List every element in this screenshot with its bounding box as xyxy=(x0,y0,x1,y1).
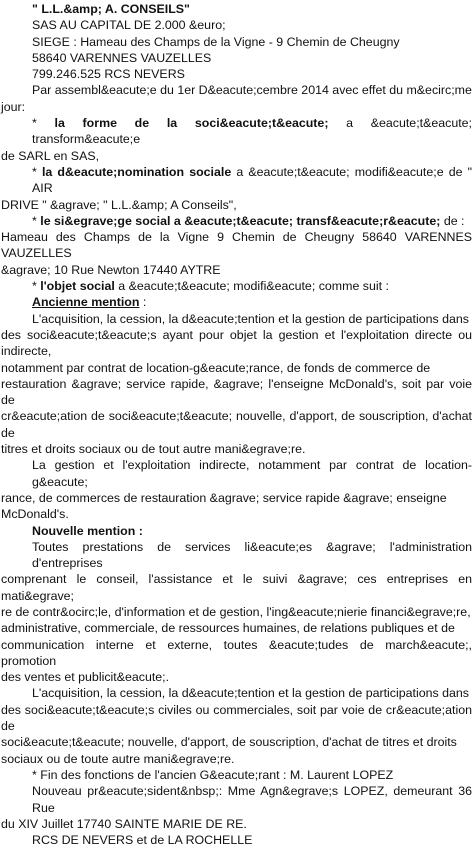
siege-paragraph-cont: Hameau des Champs de la Vigne 9 Chemin de Cheugny 58640 VARENNES VAUZELLES xyxy=(1,230,472,261)
ancienne-paragraph-2 xyxy=(1,457,472,522)
company-rcs: 799.246.525 RCS NEVERS xyxy=(32,67,185,82)
nouvelle-paragraph-1 xyxy=(1,539,472,686)
objet-paragraph xyxy=(1,278,472,294)
company-name: " L.L.&amp; A. CONSEILS" xyxy=(32,2,190,16)
nouvelle-heading: Nouvelle mention : xyxy=(32,523,143,538)
forme-paragraph xyxy=(1,115,472,148)
forme-text: a &eacute;t&eacute; transform&eacute;e xyxy=(32,116,472,147)
text-line: communication interne et externe, toutes &eacute;tudes de march&eacute;, promotion xyxy=(1,637,472,668)
rcs-final: RCS DE NEVERS et de LA ROCHELLE xyxy=(32,833,253,848)
bullet: * xyxy=(32,213,41,228)
text-line: des soci&eacute;t&eacute;s civiles ou commerciales, soit par voie de cr&eacute;ation de xyxy=(1,702,472,734)
text-line: L'acquisition, la cession, la d&eacute;tention et la gestion de participations dans xyxy=(32,686,470,701)
bullet: * xyxy=(32,116,55,131)
assembly-line: Par assembl&eacute;e du 1er D&eacute;cembre 2014 avec effet du m&ecirc;me xyxy=(32,83,472,98)
text-line: La gestion et l'exploitation indirecte, notamment par contrat de location-g&eacute; xyxy=(32,458,472,489)
denomination-label: la d&eacute;nomination sociale xyxy=(41,164,232,179)
nouveau-president: Nouveau pr&eacute;sident&nbsp;: Mme Agn&egrave;s LOPEZ, demeurant 36 Rue xyxy=(32,784,472,815)
text-line: rance, de commerces de restauration &agrave; service rapide &agrave; enseigne xyxy=(1,490,447,505)
denomination-text: a &eacute;t&eacute; modifi&eacute;e de " AIR xyxy=(32,164,473,196)
nouvelle-paragraph-2 xyxy=(1,685,472,766)
forme-paragraph-cont: de SARL en SAS, xyxy=(1,148,100,163)
siege-label: le si&egrave;ge social a &eacute;t&eacute; transf&eacute;r&eacute; xyxy=(40,213,441,228)
denomination-paragraph-cont: DRIVE " &agrave; " L.L.&amp; A Conseils", xyxy=(1,197,237,212)
text-line: soci&eacute;t&eacute; nouvelle, d'apport, de souscription, d'achat de titres et droits xyxy=(1,735,457,750)
text-line: titres et droits sociaux ou de tout autre mani&egrave;re. xyxy=(1,442,306,457)
ancienne-colon: : xyxy=(139,295,147,310)
text-line: notamment par contrat de location-g&eacute;rance, de fonds de commerce de xyxy=(1,360,431,375)
text-line: cr&eacute;ation de soci&eacute;t&eacute; nouvelle, d'apport, de souscription, d'achat de xyxy=(1,409,472,440)
bullet: * xyxy=(32,164,42,179)
text-line: re de contr&ocirc;le, d'information et de gestion, l'ing&eacute;nierie financi&egrave;re, xyxy=(1,604,471,619)
siege-paragraph xyxy=(1,213,472,229)
ancienne-heading xyxy=(1,294,472,310)
bullet: * xyxy=(32,279,41,294)
text-line: des soci&eacute;t&eacute;s ayant pour objet la gestion et l'exploitation directe ou indirecte, xyxy=(1,327,472,359)
text-line: administrative, commerciale, de ressources humaines, de relations publiques et de xyxy=(1,621,455,636)
company-city: 58640 VARENNES VAUZELLES xyxy=(32,50,212,65)
text-line: Toutes prestations de services li&eacute;es &agrave; l'administration d'entreprises xyxy=(32,539,472,571)
assembly-line-cont: jour: xyxy=(1,99,26,114)
text-line: McDonald's. xyxy=(1,507,69,522)
siege-paragraph-cont: &agrave; 10 Rue Newton 17440 AYTRE xyxy=(1,262,221,277)
nouveau-president-cont: du XIV Juillet 17740 SAINTE MARIE DE RE. xyxy=(1,816,247,831)
denomination-paragraph xyxy=(1,164,472,197)
text-line: des ventes et publicit&eacute;. xyxy=(1,670,170,685)
text-line: restauration &agrave; service rapide, &agrave; l'enseigne McDonald's, soit par voie de xyxy=(1,376,472,408)
ancienne-paragraph-1 xyxy=(1,311,472,458)
text-line: comprenant le conseil, l'assistance et le suivi &agrave; ces entreprises en mati&egrave; xyxy=(1,572,472,603)
siege-text: de : xyxy=(440,213,465,228)
text-line: L'acquisition, la cession, la d&eacute;tention et la gestion de participations dans xyxy=(32,311,470,326)
company-siege: SIEGE : Hameau des Champs de la Vigne - 9 Chemin de Cheugny xyxy=(32,34,400,49)
company-capital: SAS AU CAPITAL DE 2.000 &euro; xyxy=(32,18,226,33)
forme-label: la forme de la soci&eacute;t&eacute; xyxy=(54,116,329,131)
ancienne-label: Ancienne mention xyxy=(32,295,140,310)
objet-label: l'objet social xyxy=(40,279,115,294)
text-line: sociaux ou de toute autre mani&egrave;re. xyxy=(1,751,235,766)
objet-text: a &eacute;t&eacute; modifi&eacute; comme suit : xyxy=(114,279,389,294)
fin-fonctions: * Fin des fonctions de l'ancien G&eacute;rant : M. Laurent LOPEZ xyxy=(32,767,394,782)
